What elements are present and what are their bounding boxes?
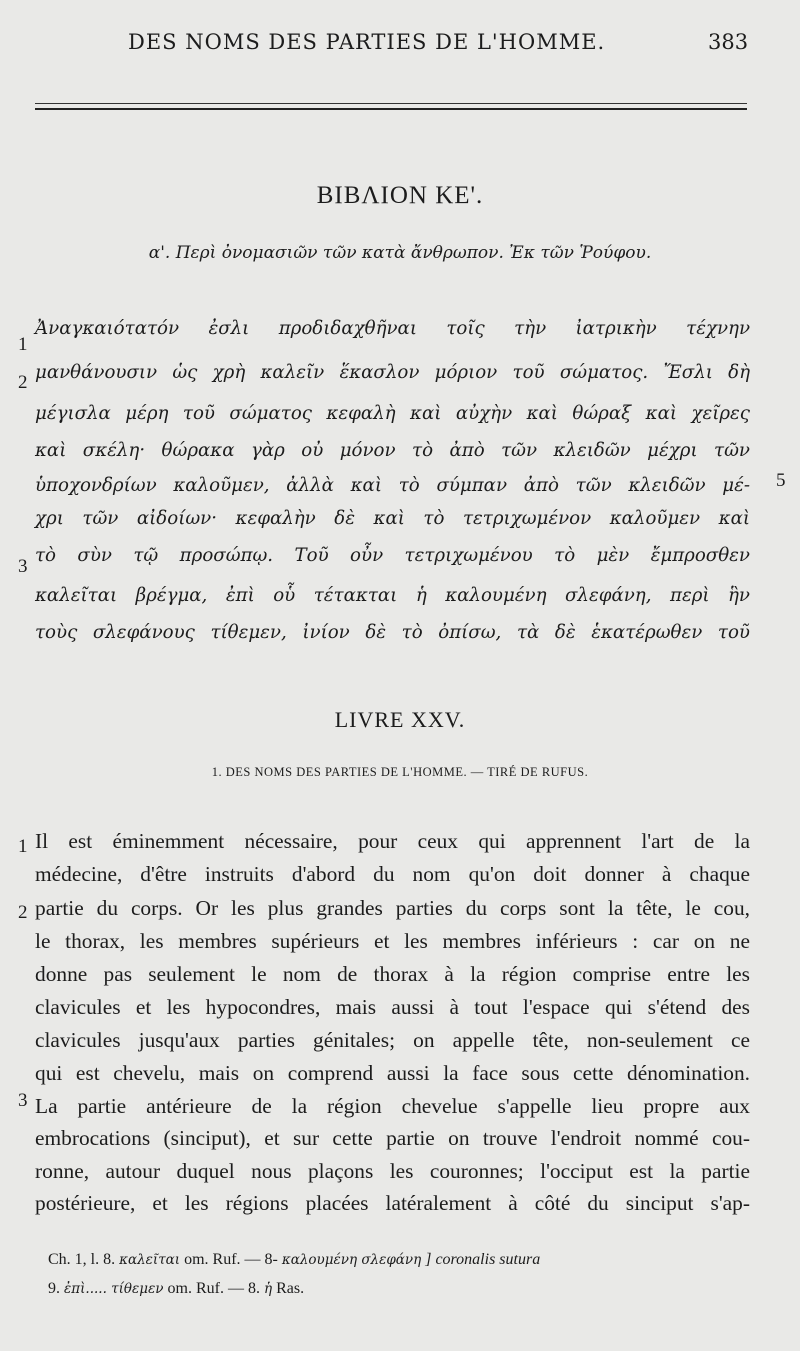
french-line: partie du corps. Or les plus grandes parties du corps sont la tête, le cou, [35, 896, 750, 920]
greek-line: τοὺς σλεφάνους τίθεμεν, ἰνίον δὲ τὸ ὀπίσω, τὰ δὲ ἑκατέρωθεν τοῦ [35, 622, 750, 643]
footnote-greek: ἐπὶ..... τίθεμεν [64, 1281, 164, 1297]
footnote-ref: 9. [48, 1280, 60, 1297]
french-book-title: LIVRE XXV. [334, 707, 466, 732]
greek-line: χρι τῶν αἰδοίων· κεφαλὴν δὲ καὶ τὸ τετριχωμένον καλοῦμεν καὶ [35, 508, 750, 529]
french-line: La partie antérieure de la région chevelue s'appelle lieu propre aux [35, 1094, 750, 1118]
french-line: embrocations (sinciput), et sur cette partie on trouve l'endroit nommé cou- [35, 1126, 750, 1150]
french-line: clavicules jusqu'aux parties génitales; on appelle tête, non-seulement ce [35, 1028, 750, 1052]
footnote-text: om. Ruf. — 8. [167, 1280, 260, 1297]
footnote-line [48, 1280, 760, 1298]
footnote-text: Ras. [276, 1280, 305, 1297]
footnote-line [48, 1251, 760, 1269]
french-margin-number: 2 [18, 902, 28, 923]
greek-line: ὑποχονδρίων καλοῦμεν, ἀλλὰ καὶ τὸ σύμπαν ἀπὸ τῶν κλειδῶν μέ- [35, 475, 750, 496]
french-line: donne pas seulement le nom de thorax à la région comprise entre les [35, 962, 750, 986]
greek-line: μανθάνουσιν ὡς χρὴ καλεῖν ἕκασλον μόριον τοῦ σώματος. Ἔσλι δὴ [35, 362, 750, 383]
french-line: ronne, autour duquel nous plaçons les couronnes; l'occiput est la partie [35, 1159, 750, 1183]
french-line: le thorax, les membres supérieurs et les membres inférieurs : car on ne [35, 929, 750, 953]
footnote-ref: Ch. 1, l. 8. [48, 1251, 116, 1268]
footnote-text: om. Ruf. — 8- [184, 1251, 278, 1268]
greek-margin-right-number: 5 [776, 470, 786, 491]
french-line: qui est chevelu, mais on comprend aussi la face sous cette dénomination. [35, 1061, 750, 1085]
french-line: clavicules et les hypocondres, mais aussi à tout l'espace qui s'étend des [35, 995, 750, 1019]
french-line: médecine, d'être instruits d'abord du nom qu'on doit donner à chaque [35, 862, 750, 886]
greek-line: καλεῖται βρέγμα, ἐπὶ οὗ τέτακται ἡ καλουμένη σλεφάνη, περὶ ἣν [35, 585, 750, 606]
french-margin-number: 3 [18, 1090, 28, 1111]
header-rule-thick [35, 108, 747, 110]
greek-line: τὸ σὺν τῷ προσώπῳ. Τοῦ οὖν τετριχωμένου τὸ μὲν ἔμπροσθεν [35, 545, 750, 566]
greek-line: Ἀναγκαιότατόν ἐσλι προδιδαχθῆναι τοῖς τὴν ἰατρικὴν τέχνην [35, 318, 750, 339]
greek-line: μέγισλα μέρη τοῦ σώματος κεφαλὴ καὶ αὐχὴν καὶ θώραξ καὶ χεῖρες [35, 403, 750, 424]
greek-line: καὶ σκέλη· θώρακα γὰρ οὐ μόνον τὸ ἀπὸ τῶν κλειδῶν μέχρι τῶν [35, 440, 750, 461]
greek-book-title: ΒΙΒΛΙΟΝ ΚΕ'. [316, 182, 484, 209]
greek-chapter-title: α'. Περὶ ὀνομασιῶν τῶν κατὰ ἄνθρωπον. Ἐκ τῶν Ῥούφου. [148, 243, 652, 263]
footnote-text: ] coronalis sutura [425, 1251, 541, 1268]
footnote-greek: καλεῖται [119, 1252, 181, 1268]
page-number: 383 [708, 30, 749, 54]
greek-margin-number: 3 [18, 556, 28, 577]
french-margin-number: 1 [18, 836, 28, 857]
header-rule-thin [35, 103, 747, 104]
french-line: Il est éminemment nécessaire, pour ceux qui apprennent l'art de la [35, 829, 750, 853]
french-line: postérieure, et les régions placées latéralement à côté du sinciput s'ap- [35, 1191, 750, 1215]
footnote-greek: ἡ [263, 1281, 273, 1297]
running-title: DES NOMS DES PARTIES DE L'HOMME. [128, 30, 606, 54]
french-chapter-title: 1. DES NOMS DES PARTIES DE L'HOMME. — TIRÉ DE RUFUS. [211, 765, 589, 779]
footnote-greek: καλουμένη σλεφάνη [281, 1252, 422, 1268]
greek-margin-number: 1 [18, 334, 28, 355]
greek-margin-number: 2 [18, 372, 28, 393]
